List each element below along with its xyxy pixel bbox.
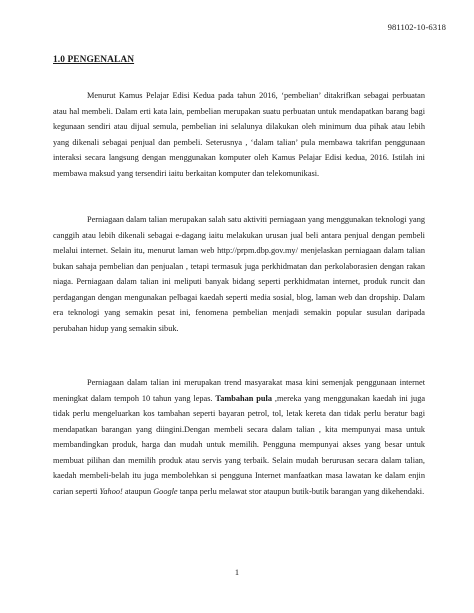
paragraph-3-text-c: ,mereka yang menggunakan kaedah ini juga tidak perlu mengeluarkan kos tambahan seperti bayaran petrol, tol, letak kereta dan tidak perlu beratur bagi mendapatkan barangan yang diingini.Dengan membeli secara dalam talian , kita mempunyai masa untuk membandingkan produk, harga dan mudah untuk memilih. Pengguna mempunyai akses yang besar untuk membuat pilihan dan memilih produk atau servis yang terbaik. Selain mudah berurusan secara dalam talian, kaedah membeli-belah itu juga membolehkan si pengguna Internet manfaatkan masa lawatan ke dalam enjin carian seperti (53, 393, 426, 496)
paragraph-1-block (53, 88, 425, 181)
paragraph-2-block (53, 212, 425, 336)
google-reference: Google (153, 486, 178, 496)
paragraph-1: Menurut Kamus Pelajar Edisi Kedua pada tahun 2016, ‘pembelian’ ditakrifkan sebagai perbuatan atau hal membeli. Dalam erti kata lain, pembelian merupakan suatu perbuatan untuk mendapatkan barang bagi kegunaan sendiri atau dijual semula, pembelian ini selalunya dilakukan oleh minimum dua pihak atau lebih yang dikenali sebagai penjual dan pembeli. Seterusnya , ‘dalam talian’ pula membawa takrifan penggunaan interaksi secara langsung dengan menggunakan komputer oleh Kamus Pelajar Edisi kedua, 2016. Istilah ini membawa maksud yang tersendiri iaitu berkaitan komputer dan telekomunikasi. (53, 91, 425, 178)
paragraph-3-emphasis: Tambahan pula (215, 393, 272, 403)
page-number: 1 (234, 568, 240, 577)
paragraph-3-text-a: Perniagaan dalam talian ini merupakan trend masyarakat masa kini semenjak penggunaan internet meningkat dalam tempoh 10 tahun yang lepas. (53, 378, 425, 403)
section-heading: 1.0 PENGENALAN (53, 55, 135, 65)
yahoo-reference: Yahoo! (99, 486, 123, 496)
paragraph-3 (53, 375, 425, 499)
paragraph-3-text-g: tanpa perlu melawat stor ataupun butik-butik barangan yang dikehendaki. (179, 486, 425, 496)
paragraph-3-block (53, 375, 425, 499)
document-id: 981102-10-6318 (387, 22, 446, 32)
paragraph-3-text-e: ataupun (124, 486, 152, 496)
paragraph-2: Perniagaan dalam talian merupakan salah satu aktiviti perniagaan yang menggunakan teknologi yang canggih atau lebih dikenali sebagai e-dagang iaitu melakukan urusan jual beli antara penjual dengan pembeli melalui internet. Selain itu, menurut laman web http://prpm.dbp.gov.my/ menjelaskan perniagaan dalam talian bukan sahaja pembelian dan penjualan , tetapi termasuk juga perkhidmatan dan perkolaborasien dengan rakan niaga. Perniagaan dalam talian ini meliputi banyak bidang seperti perkhidmatan internet, produk runcit dan perdagangan dengan mengunakan pelbagai kaedah seperti media sosial, blog, laman web dan dropship. Dalam era teknologi yang semakin pesat ini, fenomena pembelian menjadi semakin popular susulan daripada perubahan hidup yang semakin sibuk. (53, 215, 425, 333)
